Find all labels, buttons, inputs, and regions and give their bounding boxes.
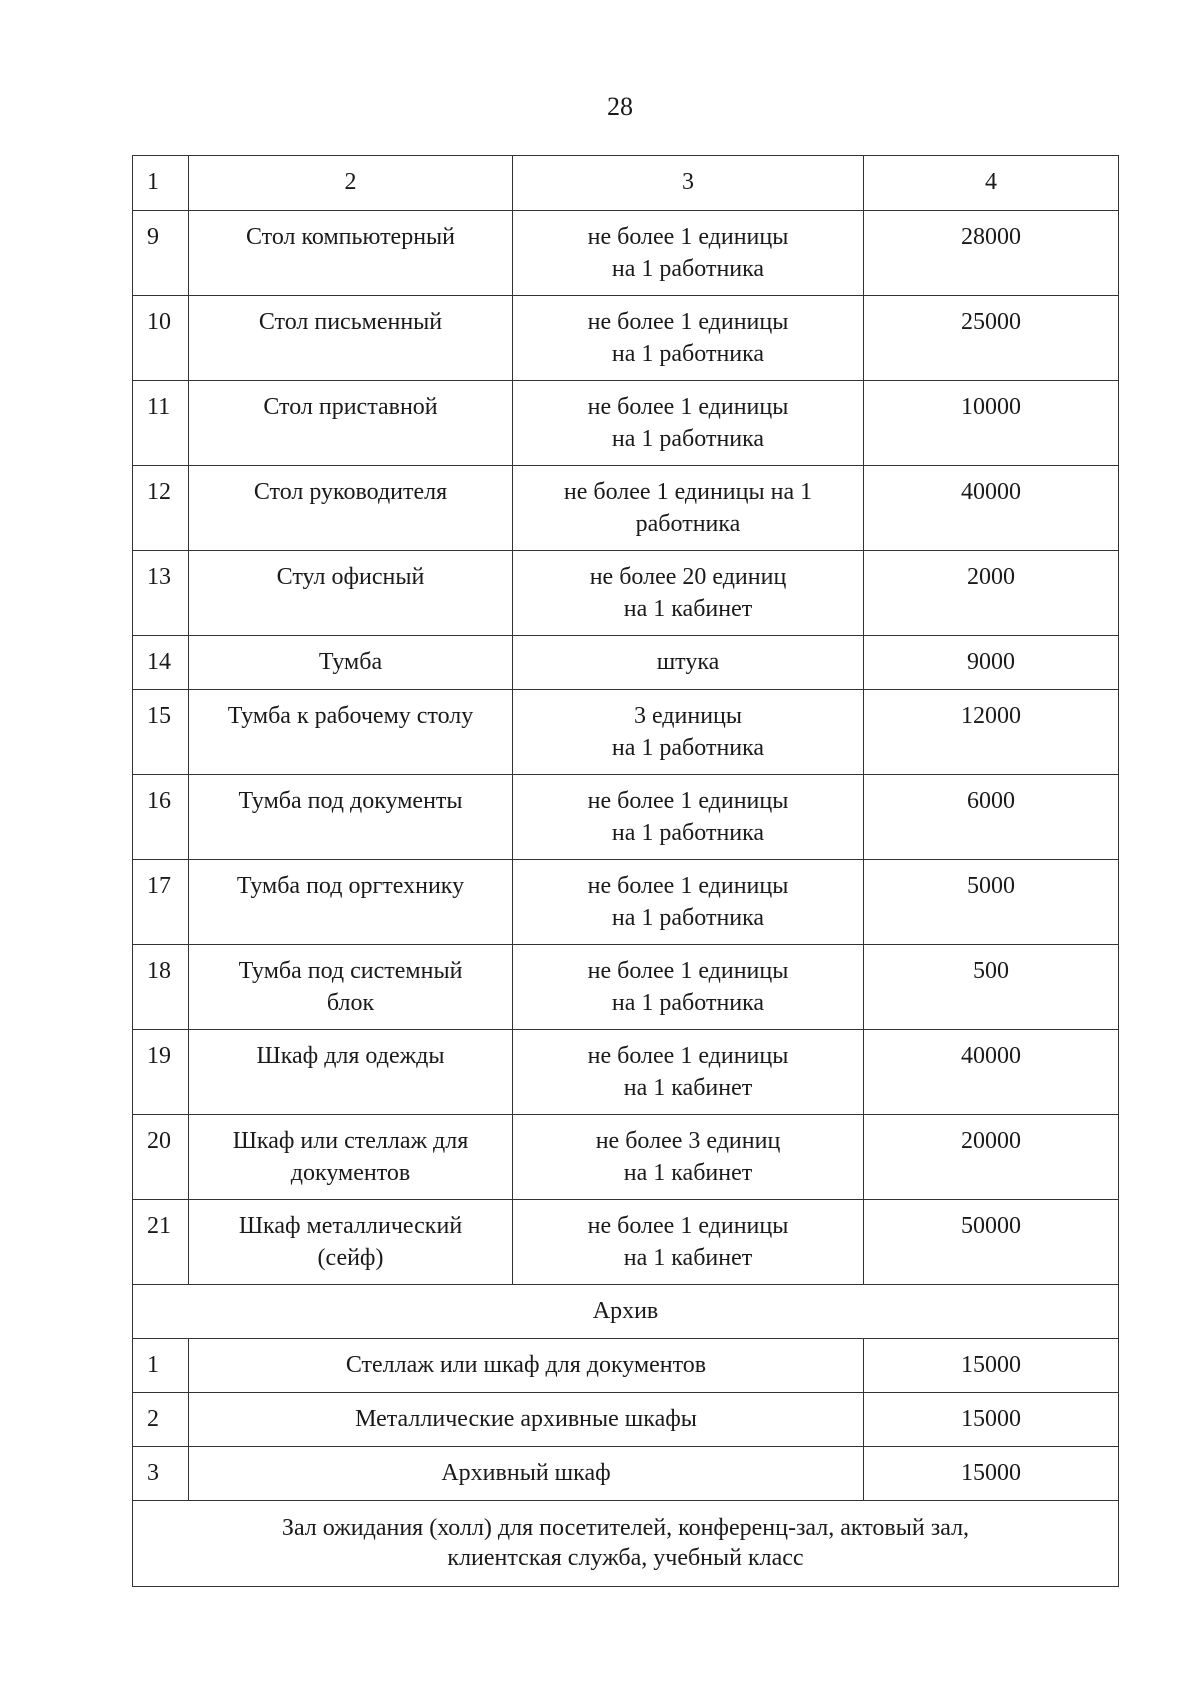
item-norm bbox=[513, 381, 864, 466]
row-number: 10 bbox=[133, 296, 189, 381]
item-norm-line: не более 20 единиц bbox=[589, 564, 787, 590]
column-number-4: 4 bbox=[864, 156, 1119, 211]
item-norm-line: на 1 работника bbox=[611, 341, 765, 367]
item-name bbox=[189, 381, 513, 466]
item-name bbox=[189, 296, 513, 381]
column-number-2: 2 bbox=[189, 156, 513, 211]
table-row bbox=[133, 551, 1119, 636]
table-row bbox=[133, 211, 1119, 296]
column-number-1: 1 bbox=[133, 156, 189, 211]
item-norm bbox=[513, 551, 864, 636]
item-name-line: блок bbox=[326, 990, 375, 1016]
item-name bbox=[189, 1030, 513, 1115]
table-row bbox=[133, 1339, 1119, 1393]
item-norm-line: не более 1 единицы bbox=[587, 873, 789, 899]
item-price: 10000 bbox=[864, 381, 1119, 466]
row-number: 16 bbox=[133, 775, 189, 860]
column-number-row bbox=[133, 156, 1119, 211]
item-name-line: (сейф) bbox=[317, 1245, 384, 1271]
item-norm-line: на 1 работника bbox=[611, 820, 765, 846]
item-norm bbox=[513, 1030, 864, 1115]
item-norm-line: на 1 работника bbox=[611, 905, 765, 931]
furniture-norms-table bbox=[132, 155, 1119, 1587]
item-name-line: Тумба под документы bbox=[238, 788, 463, 814]
item-norm-line: не более 1 единицы bbox=[587, 1043, 789, 1069]
table-row bbox=[133, 945, 1119, 1030]
item-norm bbox=[513, 1115, 864, 1200]
item-name bbox=[189, 211, 513, 296]
row-number: 15 bbox=[133, 690, 189, 775]
column-number-3: 3 bbox=[513, 156, 864, 211]
item-price: 9000 bbox=[864, 636, 1119, 690]
item-norm-line: не более 3 единиц bbox=[595, 1128, 781, 1154]
item-name: Металлические архивные шкафы bbox=[189, 1393, 864, 1447]
table-row bbox=[133, 296, 1119, 381]
table-row bbox=[133, 775, 1119, 860]
table-row bbox=[133, 466, 1119, 551]
item-norm-line: 3 единицы bbox=[633, 703, 743, 729]
item-name: Архивный шкаф bbox=[189, 1447, 864, 1501]
row-number: 21 bbox=[133, 1200, 189, 1285]
item-norm bbox=[513, 1200, 864, 1285]
row-number: 2 bbox=[133, 1393, 189, 1447]
item-name bbox=[189, 1115, 513, 1200]
item-price: 25000 bbox=[864, 296, 1119, 381]
item-norm-line: не более 1 единицы bbox=[587, 224, 789, 250]
item-norm bbox=[513, 775, 864, 860]
item-name bbox=[189, 690, 513, 775]
item-price: 40000 bbox=[864, 466, 1119, 551]
item-norm-line: не более 1 единицы bbox=[587, 788, 789, 814]
item-norm-line: на 1 работника bbox=[611, 735, 765, 761]
item-norm bbox=[513, 636, 864, 690]
section-header-hall bbox=[133, 1501, 1119, 1587]
item-price: 15000 bbox=[864, 1339, 1119, 1393]
item-norm-line: на 1 работника bbox=[611, 990, 765, 1016]
row-number: 20 bbox=[133, 1115, 189, 1200]
item-norm-line: не более 1 единицы на 1 bbox=[563, 479, 813, 505]
item-price: 50000 bbox=[864, 1200, 1119, 1285]
item-norm-line: на 1 кабинет bbox=[623, 1245, 753, 1271]
table-row bbox=[133, 1115, 1119, 1200]
item-name-line: Шкаф или стеллаж для bbox=[232, 1128, 469, 1154]
row-number: 13 bbox=[133, 551, 189, 636]
section-title bbox=[133, 1501, 1119, 1587]
item-name bbox=[189, 1200, 513, 1285]
item-norm-line: штука bbox=[656, 649, 720, 675]
item-norm-line: на 1 работника bbox=[611, 256, 765, 282]
item-norm bbox=[513, 211, 864, 296]
table-row bbox=[133, 1393, 1119, 1447]
item-norm-line: не более 1 единицы bbox=[587, 394, 789, 420]
item-price: 5000 bbox=[864, 860, 1119, 945]
item-norm-line: на 1 кабинет bbox=[623, 1075, 753, 1101]
item-name-line: Тумба под оргтехнику bbox=[236, 873, 465, 899]
item-price: 2000 bbox=[864, 551, 1119, 636]
item-norm bbox=[513, 860, 864, 945]
item-name bbox=[189, 466, 513, 551]
row-number: 14 bbox=[133, 636, 189, 690]
page-number: 28 bbox=[607, 92, 633, 121]
item-norm bbox=[513, 945, 864, 1030]
row-number: 12 bbox=[133, 466, 189, 551]
item-price: 12000 bbox=[864, 690, 1119, 775]
table-row bbox=[133, 860, 1119, 945]
item-norm bbox=[513, 466, 864, 551]
item-name-line: Тумба к рабочему столу bbox=[227, 703, 474, 729]
item-name: Стеллаж или шкаф для документов bbox=[189, 1339, 864, 1393]
item-price: 20000 bbox=[864, 1115, 1119, 1200]
table-row bbox=[133, 381, 1119, 466]
item-price: 40000 bbox=[864, 1030, 1119, 1115]
item-name-line: Стул офисный bbox=[276, 564, 425, 590]
table-row bbox=[133, 1447, 1119, 1501]
item-name-line: Тумба bbox=[318, 649, 383, 675]
row-number: 11 bbox=[133, 381, 189, 466]
item-price: 6000 bbox=[864, 775, 1119, 860]
item-name bbox=[189, 860, 513, 945]
item-name bbox=[189, 551, 513, 636]
row-number: 3 bbox=[133, 1447, 189, 1501]
item-norm-line: на 1 работника bbox=[611, 426, 765, 452]
item-norm-line: на 1 кабинет bbox=[623, 596, 753, 622]
item-name-line: Стол приставной bbox=[263, 394, 438, 420]
section-title-line: Зал ожидания (холл) для посетителей, конференц-зал, актовый зал, bbox=[281, 1515, 970, 1541]
item-name-line: Стол компьютерный bbox=[245, 224, 456, 250]
row-number: 19 bbox=[133, 1030, 189, 1115]
item-norm bbox=[513, 690, 864, 775]
item-name bbox=[189, 775, 513, 860]
item-norm bbox=[513, 296, 864, 381]
item-price: 15000 bbox=[864, 1447, 1119, 1501]
item-name bbox=[189, 945, 513, 1030]
item-norm-line: работника bbox=[635, 511, 741, 537]
table-row bbox=[133, 636, 1119, 690]
item-name bbox=[189, 636, 513, 690]
row-number: 18 bbox=[133, 945, 189, 1030]
item-name-line: документов bbox=[290, 1160, 411, 1186]
item-norm-line: не более 1 единицы bbox=[587, 958, 789, 984]
item-name-line: Стол руководителя bbox=[253, 479, 448, 505]
row-number: 1 bbox=[133, 1339, 189, 1393]
item-norm-line: на 1 кабинет bbox=[623, 1160, 753, 1186]
item-name-line: Шкаф металлический bbox=[238, 1213, 463, 1239]
table-row bbox=[133, 1200, 1119, 1285]
item-price: 500 bbox=[864, 945, 1119, 1030]
section-header-archive bbox=[133, 1285, 1119, 1339]
row-number: 17 bbox=[133, 860, 189, 945]
table-row bbox=[133, 690, 1119, 775]
item-norm-line: не более 1 единицы bbox=[587, 309, 789, 335]
item-name-line: Стол письменный bbox=[258, 309, 443, 335]
item-norm-line: не более 1 единицы bbox=[587, 1213, 789, 1239]
row-number: 9 bbox=[133, 211, 189, 296]
item-price: 15000 bbox=[864, 1393, 1119, 1447]
section-title: Архив bbox=[133, 1285, 1119, 1339]
item-name-line: Тумба под системный bbox=[238, 958, 463, 984]
section-title-line: клиентская служба, учебный класс bbox=[447, 1545, 804, 1571]
item-name-line: Шкаф для одежды bbox=[256, 1043, 445, 1069]
item-price: 28000 bbox=[864, 211, 1119, 296]
table-row bbox=[133, 1030, 1119, 1115]
